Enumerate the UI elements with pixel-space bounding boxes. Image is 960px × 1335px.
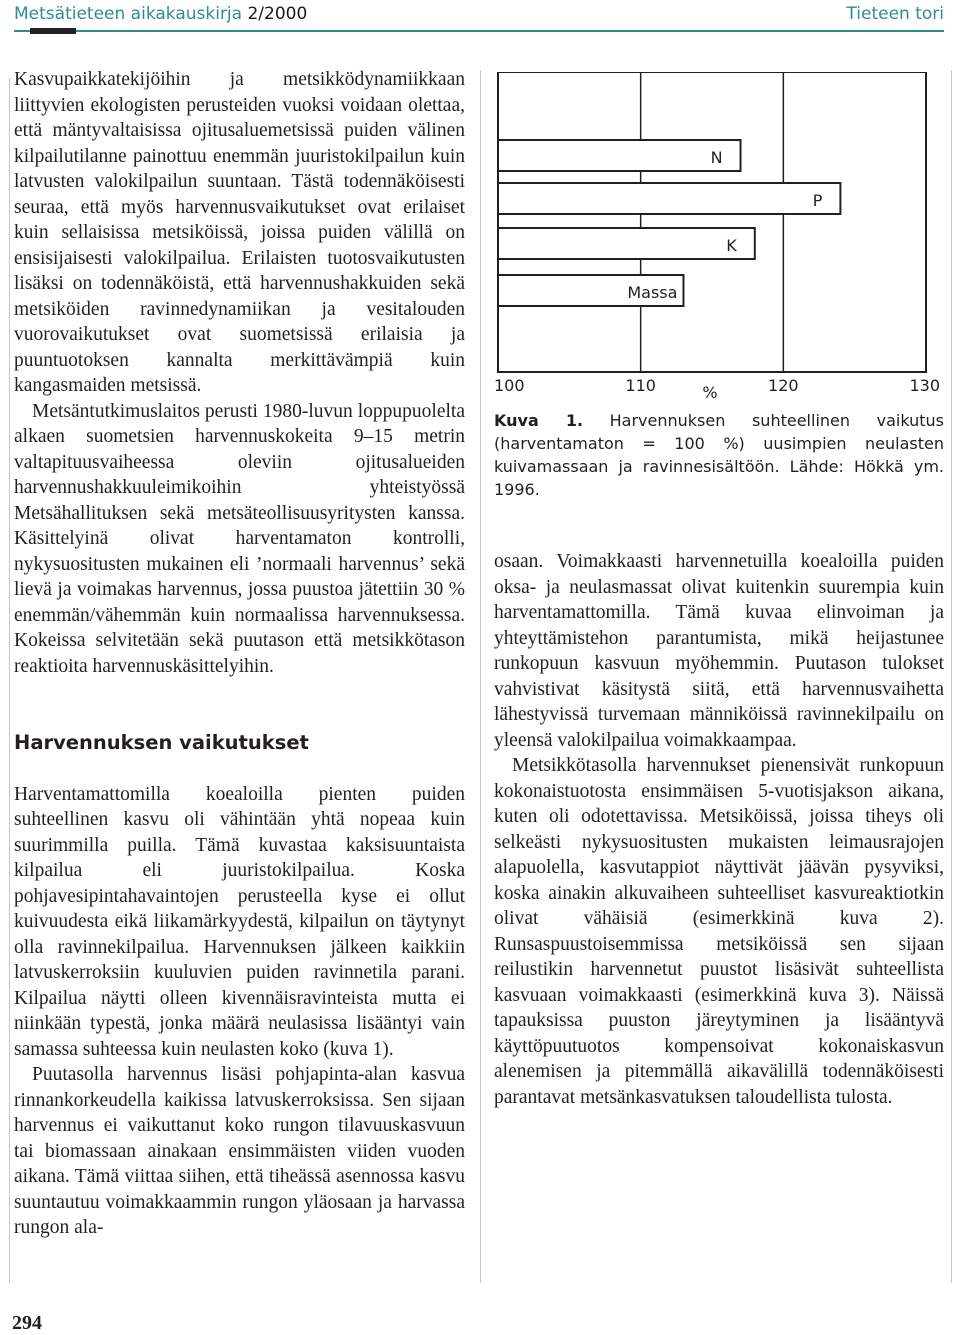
x-tick-label: 120 — [768, 376, 799, 395]
x-axis-label: % — [702, 383, 718, 398]
caption-text: Harvennuksen suhteellinen vaikutus (harventamaton = 100 %) uusimpien neulasten kuivamassaan ja ravinnesisältöön. Lähde: Hökkä ym. 1996. — [494, 411, 944, 499]
column-divider-middle — [480, 70, 481, 1283]
bar-k — [498, 228, 755, 259]
bar-p — [498, 183, 840, 214]
caption-label: Kuva 1. — [494, 411, 584, 430]
paragraph: Harventamattomilla koealoilla pienten puiden suhteellinen kasvu oli vähintään yhtä nopeaa kuin suurimmilla puilla. Tämä kuvastaa kaksisuuntaista kilpailua eli juuristokilpailua. Koska pohjavesipintahavaintojen perusteella kyse ei ollut kuivuudesta eikä liikamärkyydestä, kilpailun on täytynyt olla ravinnekilpailua. Harvennuksen jälkeen kaikkiin latvuskerroksiin kuuluvien puiden ravinnetila parani. Kilpailua näytti olleen kivennäisravinteista mutta ei niinkään typestä, jonka määrä neulasissa lisääntyi vain samassa suhteessa kuin neulasten koko (kuva 1). — [14, 783, 465, 1060]
paragraph: osaan. Voimakkaasti harvennetuilla koealoilla puiden oksa- ja neulasmassat olivat kuitenkin suurempia kuin harventamattomilla. Tämä kuvaa elinvoiman ja yhteyttämistehon parantumista, mikä heijastunee runkopuun kasvuun myöhemmin. Puutason tulokset vahvistivat käsitystä siitä, että harvennusvaihetta lähestyvissä turvemaan männiköissä ravinnekilpailu on yleensä valokilpailua voimakkaampaa. — [494, 551, 944, 751]
header-rule-accent — [30, 28, 76, 34]
figure-caption — [494, 409, 944, 501]
x-tick-label: 130 — [909, 376, 940, 395]
header-rule — [14, 30, 944, 32]
bar-label-n: N — [710, 148, 723, 167]
left-column — [14, 67, 465, 1241]
plot-frame — [498, 72, 926, 372]
section-heading: Harvennuksen vaikutukset — [14, 731, 309, 754]
column-divider-left — [9, 78, 10, 1283]
paragraph: Metsikkötasolla harvennukset pienensivät runkopuun kokonaistuotosta ensimmäisen 5-vuotisjakson aikana, kuten oli odotettavissa. Metsiköissä, joissa tiheys oli selkeästi nykysuositusten mukaisten leimausrajojen alapuolella, kasvutappiot näyttivät jäävän pysyviksi, koska ainakin alkuvaiheen suhteelliset kasvureaktiotkin olivat vähäisiä (esimerkkinä kuva 2). Runsaspuustoisemmissa metsiköissä sen sijaan reilustikin harvennetut puustot lisäsivät suhteellista kasvuaan voimakkaasti (esimerkkinä kuva 3). Näissä tapauksissa puuston järeytyminen ja lisääntyvä käyttöpuutuotos kompensoivat kokonaiskasvun alenemisen ja pitemmällä aikavälillä todennäköisesti parantavat metsänkasvatuksen taloudellista tulosta. — [494, 755, 944, 1108]
right-column — [494, 549, 944, 1110]
bar-label-massa: Massa — [627, 283, 678, 302]
bar-label-k: K — [726, 236, 737, 255]
column-divider-right — [951, 70, 952, 1283]
section-name: Tieteen tori — [846, 4, 944, 24]
figure-1-chart — [494, 72, 944, 398]
paragraph: Kasvupaikkatekijöihin ja metsikködynamiikkaan liittyvien ekologisten perusteiden vuoksi voidaan olettaa, että mäntyvaltaisissa ojitusaluemetsissä puiden välinen kilpailutilanne painottuu enemmän juuristokilpailun kuin latvusten valokilpailun suuntaan. Tästä todennäköisesti seuraa, että myös harvennusvaikutukset ovat erilaiset kuin sellaisissa metsiköissä, joissa puiden välillä on ensisijaisesti valokilpailua. Erilaisten tuotosvaikutusten lisäksi on todennäköistä, että harvennushakkuiden sekä metsiköiden ravinnedynamiikan ja vesitalouden vuorovaikutukset ovat suometsissä erilaisia ja puuntuotoksen kannalta merkittävämpiä kuin kangasmaiden metsissä. — [14, 69, 465, 396]
issue-number: 2/2000 — [247, 4, 308, 24]
paragraph: Puutasolla harvennus lisäsi pohjapinta-alan kasvua rinnankorkeudella kaikissa latvuskerroksissa. Sen sijaan harvennus ei vaikuttanut koko rungon tilavuuskasvuun tai biomassaan ainakaan ensimmäisten viiden vuoden aikana. Tämä viittaa siihen, että tiheässä asennossa kasvu suuntautuu voimakkaammin rungon yläosaan ja harvassa rungon ala- — [14, 1064, 465, 1238]
bar-n — [498, 140, 741, 171]
x-tick-label: 100 — [494, 376, 525, 395]
x-tick-label: 110 — [625, 376, 656, 395]
paragraph: Metsäntutkimuslaitos perusti 1980-luvun loppupuolelta alkaen suometsien harvennuskokeita 9–15 metrin valtapituusvaiheessa oleviin ojitusalueiden harvennushakkuuleimikoihin yhteistyössä Metsähallituksen sekä metsäteollisuusyritysten kanssa. Käsittelyinä olivat harventamaton kontrolli, nykysuositusten mukainen eli ’normaali harvennus’ sekä lievä ja voimakas harvennus, jossa puustoa jätettiin 30 % enemmän/vähemmän kuin normaalissa harvennuksessa. Kokeissa selvitetään sekä puutason että metsikkötason reaktioita harvennuskäsittelyihin. — [14, 400, 465, 677]
bar-label-p: P — [812, 191, 823, 210]
journal-name: Metsätieteen aikakauskirja — [14, 4, 243, 24]
page-number: 294 — [12, 1312, 42, 1334]
running-header-left — [14, 4, 307, 24]
